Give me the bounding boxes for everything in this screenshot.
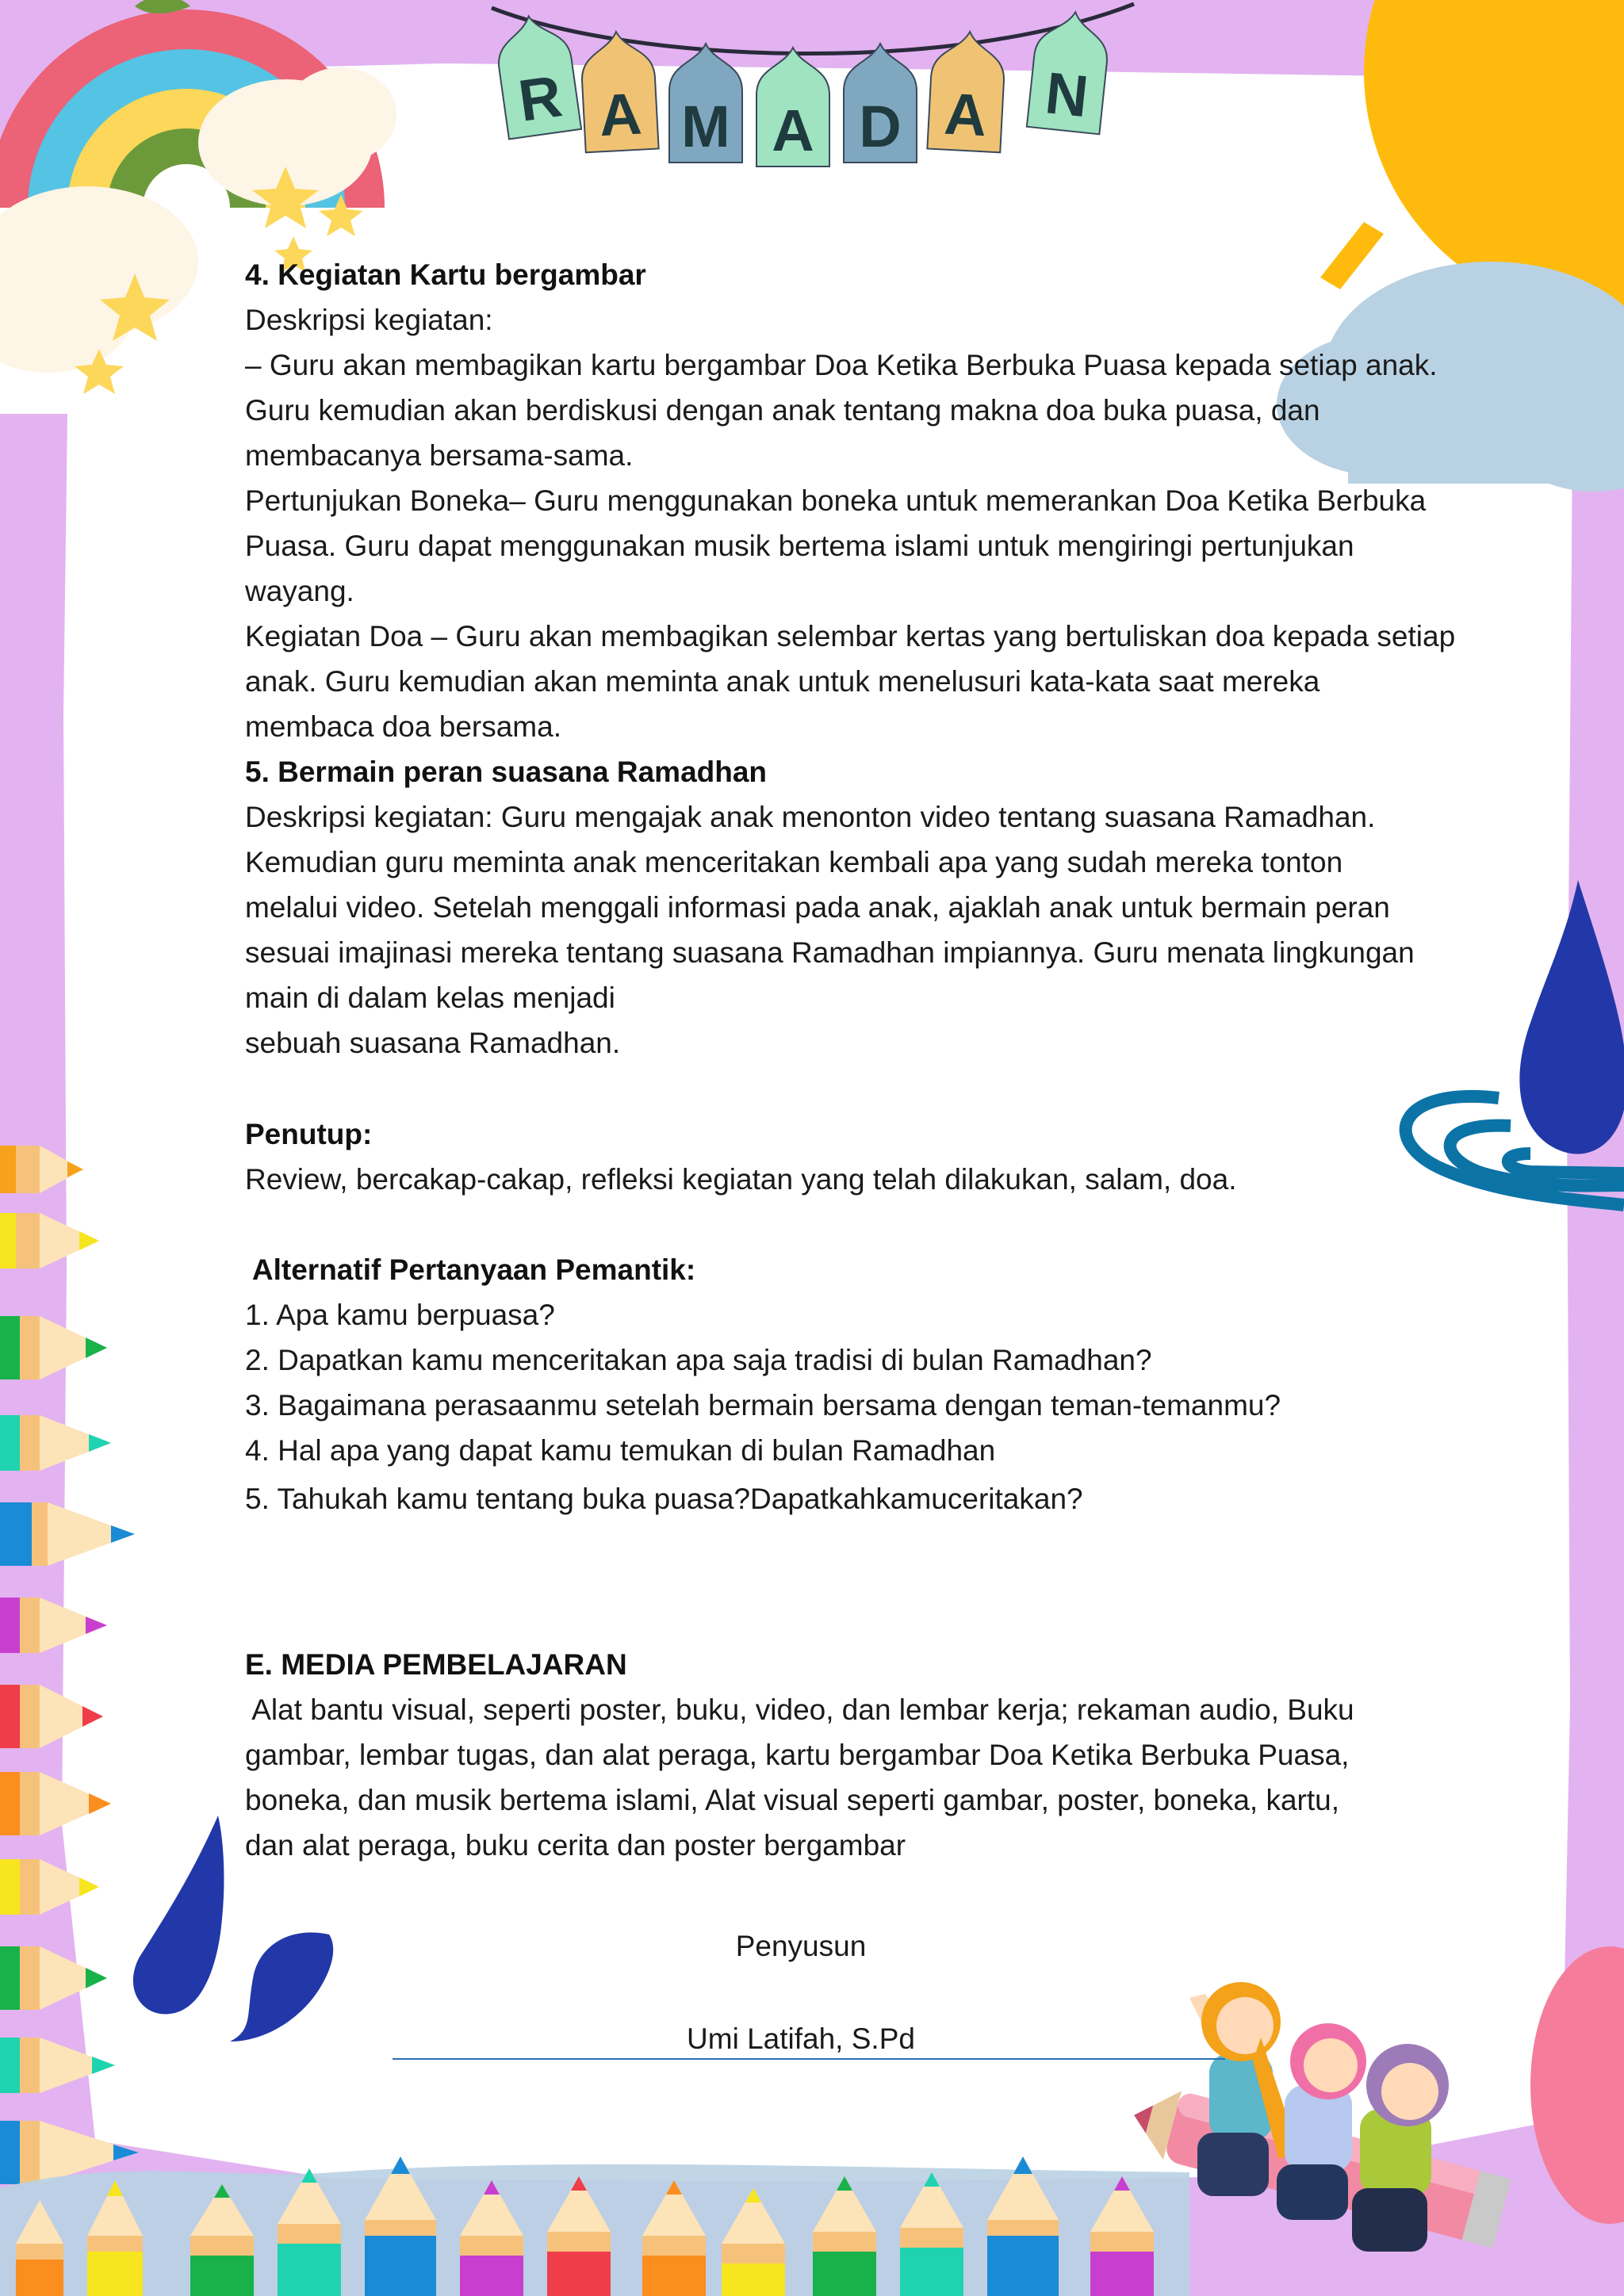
activity-4-line: – Guru akan membagikan kartu bergambar Doa Ketika Berbuka Puasa kepada setiap anak. bbox=[245, 349, 1438, 381]
activity-4-line: Puasa. Guru dapat menggunakan musik bertema islami untuk mengiringi pertunjukan bbox=[245, 530, 1354, 562]
activity-4-line: wayang. bbox=[245, 575, 354, 607]
activity-5-line: sesuai imajinasi mereka tentang suasana Ramadhan impiannya. Guru menata lingkungan bbox=[245, 936, 1415, 969]
question-item: 5. Tahukah kamu tentang buka puasa?Dapatkahkamuceritakan? bbox=[245, 1483, 1083, 1515]
activity-4-line: Deskripsi kegiatan: bbox=[245, 304, 493, 336]
questions-heading: Alternatif Pertanyaan Pemantik: bbox=[245, 1253, 696, 1286]
question-item: 3. Bagaimana perasaanmu setelah bermain bersama dengan teman-temanmu? bbox=[245, 1389, 1281, 1422]
media-line: gambar, lembar tugas, dan alat peraga, kartu bergambar Doa Ketika Berbuka Puasa, bbox=[245, 1739, 1350, 1771]
banner-letter: N bbox=[1042, 59, 1092, 130]
activity-4-line: membaca doa bersama. bbox=[245, 710, 561, 743]
activity-4-line: Kegiatan Doa – Guru akan membagikan selembar kertas yang bertuliskan doa kepada setiap bbox=[245, 620, 1456, 652]
activity-4-line: Pertunjukan Boneka– Guru menggunakan boneka untuk memerankan Doa Ketika Berbuka bbox=[245, 484, 1427, 517]
activity-4-line: Guru kemudian akan berdiskusi dengan anak tentang makna doa buka puasa, dan bbox=[245, 394, 1320, 427]
closing-heading: Penutup: bbox=[245, 1118, 373, 1150]
media-line: Alat bantu visual, seperti poster, buku, video, dan lembar kerja; rekaman audio, Buku bbox=[245, 1693, 1354, 1726]
activity-5-line: melalui video. Setelah menggali informasi pada anak, ajaklah anak untuk bermain peran bbox=[245, 891, 1390, 924]
media-line: dan alat peraga, buku cerita dan poster bergambar bbox=[245, 1829, 906, 1862]
signature-label: Penyusun bbox=[735, 1930, 867, 1962]
signature-name: Umi Latifah, S.Pd bbox=[687, 2022, 915, 2055]
media-line: boneka, dan musik bertema islami, Alat visual seperti gambar, poster, boneka, kartu, bbox=[245, 1784, 1340, 1816]
question-item: 1. Apa kamu berpuasa? bbox=[245, 1299, 555, 1331]
activity-4-heading: 4. Kegiatan Kartu bergambar bbox=[245, 258, 646, 291]
question-item: 4. Hal apa yang dapat kamu temukan di bulan Ramadhan bbox=[245, 1434, 996, 1467]
banner-letter: A bbox=[772, 98, 814, 163]
signature-line bbox=[393, 2058, 1225, 2060]
media-heading: E. MEDIA PEMBELAJARAN bbox=[245, 1648, 627, 1681]
banner-letter: R bbox=[514, 63, 566, 134]
activity-4-line: anak. Guru kemudian akan meminta anak untuk menelusuri kata-kata saat mereka bbox=[245, 665, 1320, 698]
activity-4-line: membacanya bersama-sama. bbox=[245, 439, 634, 472]
question-item: 2. Dapatkan kamu menceritakan apa saja tradisi di bulan Ramadhan? bbox=[245, 1344, 1152, 1376]
banner-letter: M bbox=[681, 94, 730, 159]
activity-5-line: sebuah suasana Ramadhan. bbox=[245, 1027, 621, 1059]
banner-letter: A bbox=[597, 80, 644, 149]
banner-letter: D bbox=[859, 94, 902, 159]
activity-5-line: Kemudian guru meminta anak menceritakan kembali apa yang sudah mereka tonton bbox=[245, 846, 1343, 878]
activity-5-line: main di dalam kelas menjadi bbox=[245, 982, 615, 1014]
closing-text: Review, bercakap-cakap, refleksi kegiatan yang telah dilakukan, salam, doa. bbox=[245, 1163, 1237, 1196]
banner-letter: A bbox=[942, 80, 989, 149]
activity-5-line: Deskripsi kegiatan: Guru mengajak anak menonton video tentang suasana Ramadhan. bbox=[245, 801, 1376, 833]
activity-5-heading: 5. Bermain peran suasana Ramadhan bbox=[245, 756, 768, 788]
